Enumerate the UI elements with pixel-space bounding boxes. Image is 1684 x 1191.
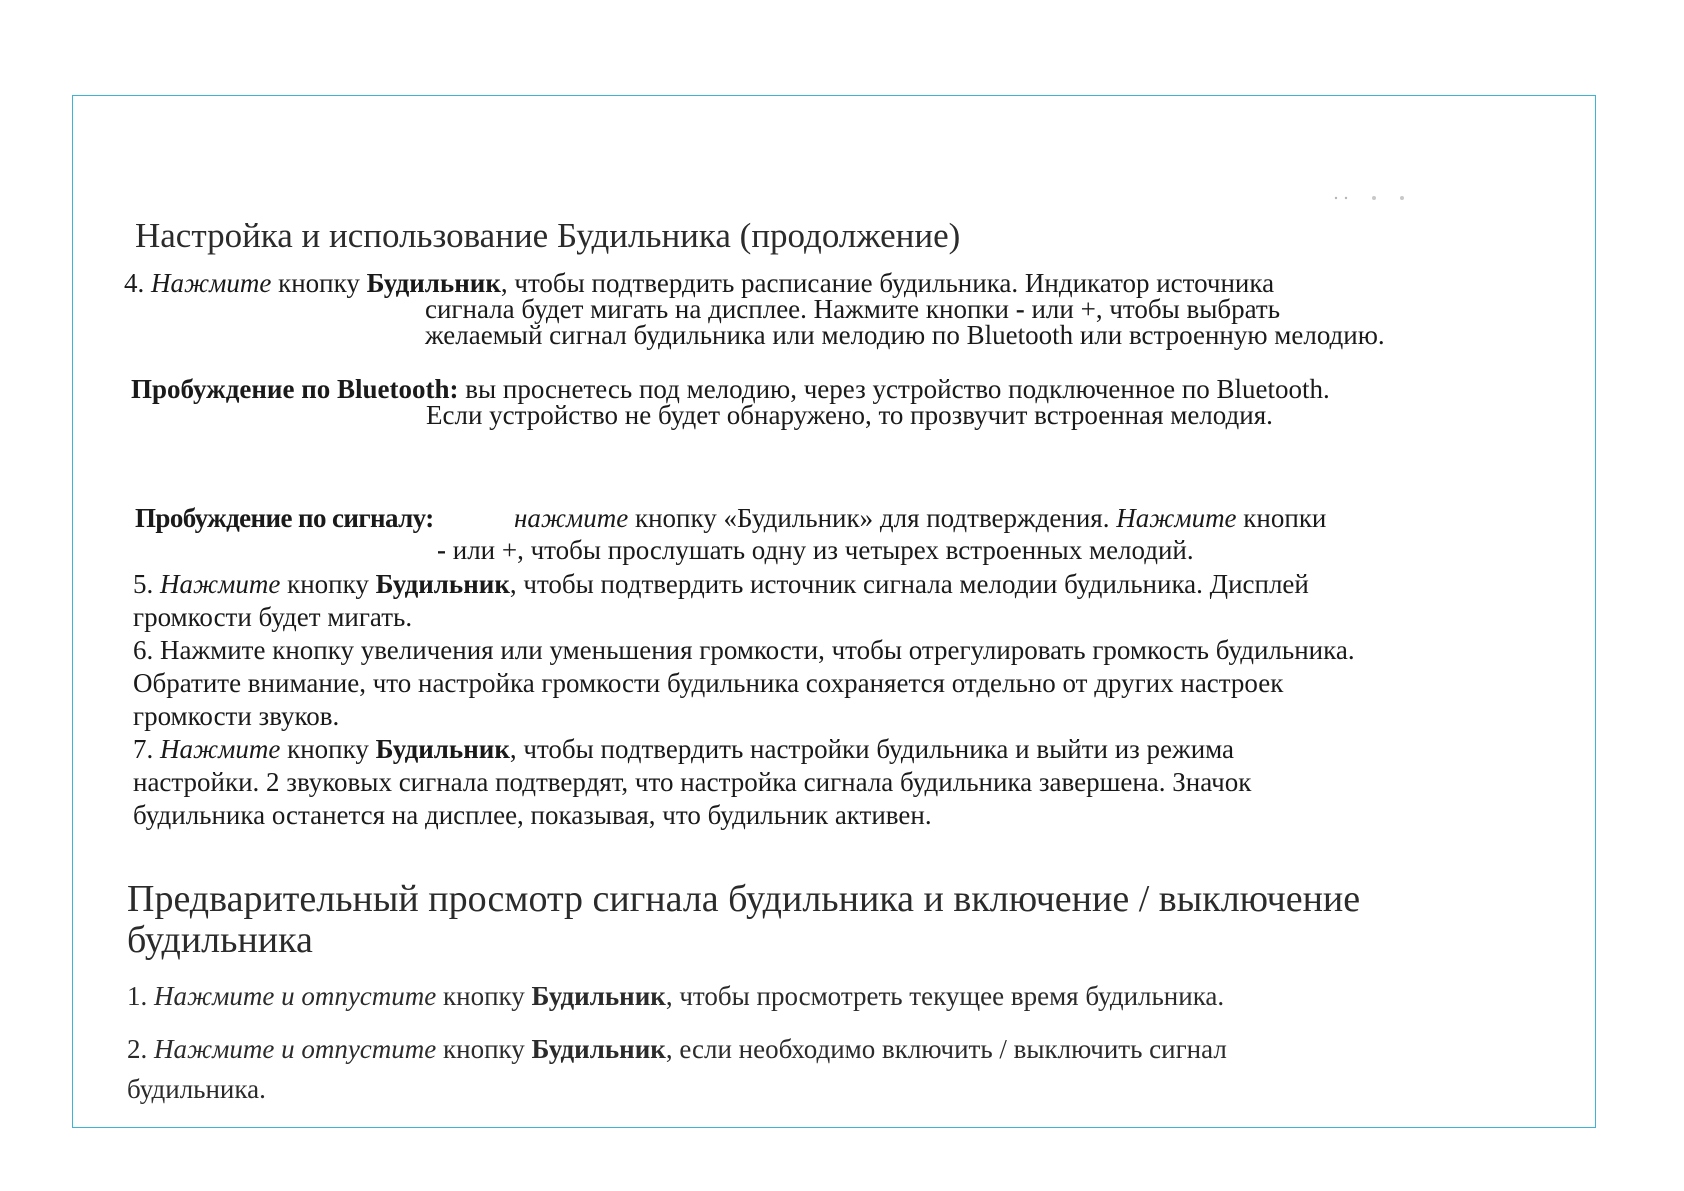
section2-title-line2: будильника: [127, 919, 313, 961]
alarm-button-ref: Будильник: [531, 1034, 666, 1064]
bt-wake-line1: Пробуждение по Bluetooth: вы проснетесь под мелодию, через устройство подключенное по Bluetooth.: [131, 374, 1330, 404]
step6-line1: 6. Нажмите кнопку увеличения или уменьшения громкости, чтобы отрегулировать громкость будильника.: [133, 635, 1355, 665]
step7-line3: будильника останется на дисплее, показывая, что будильник активен.: [133, 800, 932, 830]
preview-step2-line1: 2. Нажмите и отпустите кнопку Будильник, если необходимо включить / выключить сигнал: [127, 1034, 1227, 1064]
step5-line2: громкости будет мигать.: [133, 602, 413, 632]
signal-wake-label: Пробуждение по сигналу:: [135, 503, 434, 533]
preview-step1: 1. Нажмите и отпустите кнопку Будильник, чтобы просмотреть текущее время будильника.: [127, 981, 1225, 1011]
signal-wake-line1: [135, 505, 434, 532]
alarm-button-ref: Будильник: [375, 569, 510, 599]
step4-line3: желаемый сигнал будильника или мелодию по Bluetooth или встроенную мелодию.: [425, 320, 1385, 350]
alarm-button-ref: Будильник: [375, 734, 510, 764]
section1-title: Настройка и использование Будильника (продолжение): [135, 216, 961, 255]
decorative-dots: [1332, 194, 1412, 202]
bt-wake-line2: Если устройство не будет обнаружено, то прозвучит встроенная мелодия.: [426, 400, 1273, 430]
step6-line3: громкости звуков.: [133, 701, 340, 731]
alarm-button-ref: Будильник: [366, 268, 501, 298]
bt-wake-label: Пробуждение по Bluetooth:: [131, 374, 459, 404]
section2-title-line1: Предварительный просмотр сигнала будильника и включение / выключение: [127, 878, 1361, 920]
step5-line1: 5. Нажмите кнопку Будильник, чтобы подтвердить источник сигнала мелодии будильника. Дисплей: [133, 569, 1309, 599]
step7-line2: настройки. 2 звуковых сигнала подтвердят, что настройка сигнала будильника завершена. Значок: [133, 767, 1252, 797]
preview-step2-line2: будильника.: [127, 1074, 266, 1104]
step4-line2: сигнала будет мигать на дисплее. Нажмите кнопки - или +, чтобы выбрать: [425, 294, 1281, 324]
step6-line2: Обратите внимание, что настройка громкости будильника сохраняется отдельно от других настроек: [133, 668, 1284, 698]
step7-line1: 7. Нажмите кнопку Будильник, чтобы подтвердить настройки будильника и выйти из режима: [133, 734, 1235, 764]
signal-wake-line1-text: нажмите кнопку «Будильник» для подтверждения. Нажмите кнопки: [514, 503, 1327, 533]
alarm-button-ref: Будильник: [531, 981, 666, 1011]
signal-wake-line2: - или +, чтобы прослушать одну из четырех встроенных мелодий.: [437, 535, 1194, 565]
step4-line1: 4. Нажмите кнопку Будильник, чтобы подтвердить расписание будильника. Индикатор источника: [124, 268, 1275, 298]
